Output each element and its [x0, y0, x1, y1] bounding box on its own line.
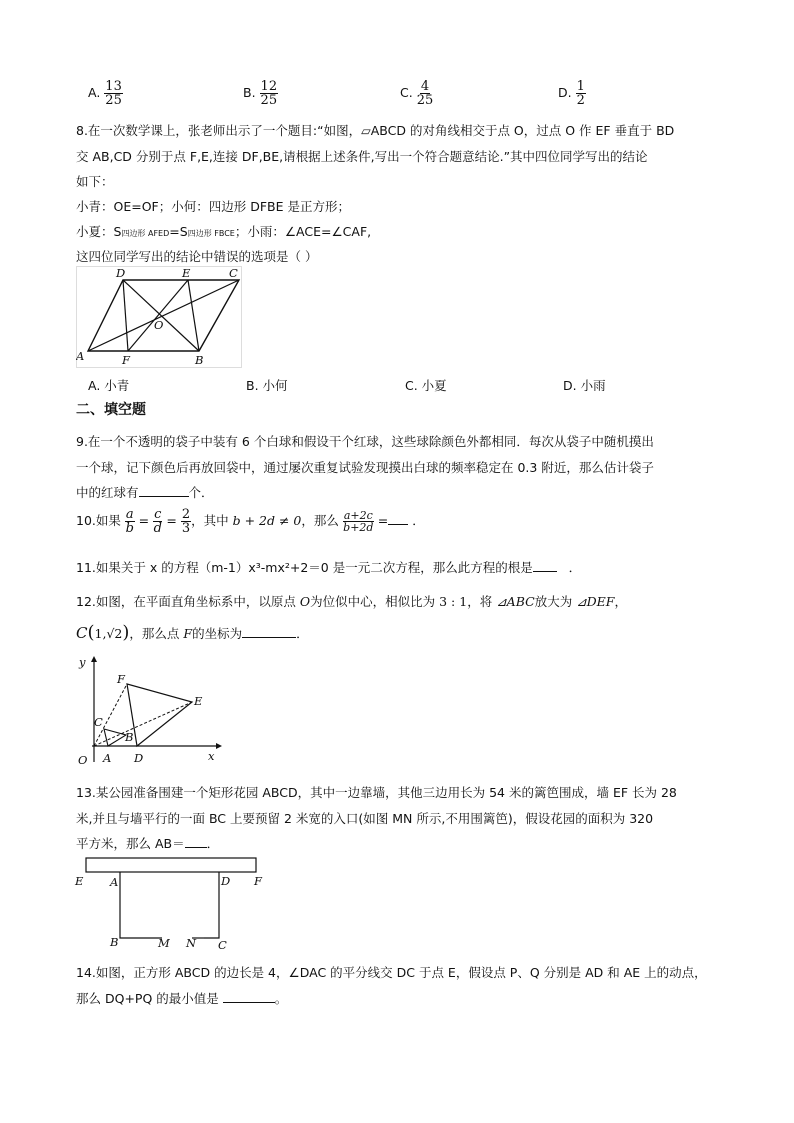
- answer-blank: [388, 512, 408, 525]
- q12-text-line2: C(1,√2)，那么点 F的坐标为 ．: [76, 622, 309, 643]
- label-f: F: [254, 874, 262, 888]
- segment-be: [188, 280, 199, 351]
- q8-option-d: D. 小雨: [563, 378, 606, 393]
- q8-option-c: C. 小夏: [405, 378, 447, 393]
- label-f: F: [122, 353, 130, 367]
- q7-option-d: D. $\frac{1}{2}$: [558, 79, 585, 108]
- label-m: M: [158, 936, 170, 950]
- label-y: y: [79, 655, 86, 669]
- segment-ef: [128, 280, 188, 351]
- q12-text-line1: 12.如图，在平面直角坐标系中，以原点 O为位似中心，相似比为 3 : 1，将 ⊿ABC放大为 ⊿DEF，: [76, 594, 627, 609]
- label-e: E: [182, 266, 191, 280]
- label-b: B: [125, 730, 134, 744]
- q8-option-a: A. 小青: [88, 378, 130, 393]
- dashed-line-oe: [94, 702, 192, 746]
- q8-text-line1: 8.在一次数学课上，张老师出示了一个题目:“如图，▱ABCD 的对角线相交于点 O，过点 O 作 EF 垂直于 BD: [76, 123, 675, 138]
- q8-text-line3: 如下：: [76, 174, 114, 189]
- q14-text-line1: 14.如图，正方形 ABCD 的边长是 4，∠DAC 的平分线交 DC 于点 E，假设点 P、Q 分别是 AD 和 AE 上的动点，: [76, 965, 707, 980]
- answer-blank: [185, 835, 207, 848]
- answer-blank: [533, 559, 557, 572]
- triangle-abc: [104, 729, 126, 746]
- q8-text-line2: 交 AB,CD 分别于点 F,E,连接 DF,BE,请根据上述条件,写出一个符合题意结论.”其中四位同学写出的结论: [76, 149, 648, 164]
- q13-text-line1: 13.某公园准备围建一个矩形花园 ABCD，其中一边靠墙，其他三边用长为 54 米的篱笆围成，墙 EF 长为 28: [76, 785, 677, 800]
- label-f: F: [117, 672, 125, 686]
- label-a: A: [76, 349, 85, 363]
- label-d: D: [221, 874, 231, 888]
- q9-text-line3: 中的红球有 个．: [76, 485, 214, 500]
- label-x: x: [208, 749, 215, 763]
- wall-ef: [86, 858, 256, 872]
- q9-text-line2: 一个球，记下颜色后再放回袋中，通过屡次重复试验发现摸出白球的频率稳定在 0.3 附近，那么估计袋子: [76, 460, 654, 475]
- answer-blank: [139, 484, 189, 497]
- q8-text-line6: 这四位同学写出的结论中错误的选项是（ ）: [76, 249, 318, 264]
- section-heading-fill-in: 二、填空题: [76, 402, 146, 418]
- y-axis-arrow: [91, 656, 97, 662]
- q7-option-b: B. $\frac{12}{25}$: [243, 79, 278, 108]
- q12-coordinate-figure: [74, 654, 224, 769]
- label-o: O: [154, 318, 164, 332]
- label-d: D: [134, 751, 144, 765]
- fence-left: [120, 872, 132, 938]
- label-d: D: [116, 266, 126, 280]
- segment-df: [123, 280, 128, 351]
- q13-text-line3: 平方米，那么 AB＝ ．: [76, 836, 220, 851]
- label-o: O: [78, 753, 88, 767]
- q11-text: 11.如果关于 x 的方程（m-1）x³-mx²+2＝0 是一元二次方程，那么此方程的根是 ．: [76, 560, 582, 575]
- q8-text-line4: 小青：OE=OF；小何：四边形 DFBE 是正方形；: [76, 199, 350, 214]
- label-a: A: [103, 751, 112, 765]
- q8-option-b: B. 小何: [246, 378, 288, 393]
- q13-text-line2: 米,并且与墙平行的一面 BC 上要预留 2 米宽的入口(如图 MN 所示,不用围篱笆)，假设花园的面积为 320: [76, 811, 654, 826]
- diagonal-ac: [88, 280, 239, 351]
- triangle-def: [127, 684, 192, 746]
- q10-text: 10.如果 $\frac{a}{b}$ = $\frac{c}{d}$ = $\frac{2}{3}$ ，其中 b + 2d ≠ 0，那么 $\frac{a+2c}{b+2d}$ = ．: [76, 507, 425, 536]
- label-b: B: [110, 935, 119, 949]
- x-axis-arrow: [216, 743, 222, 749]
- q8-text-line5: 小夏：S四边形 AFED=S四边形 FBCE；小雨：∠ACE=∠CAF,: [76, 224, 372, 239]
- q13-garden-figure: [72, 852, 268, 954]
- label-c: C: [218, 938, 227, 952]
- diagonal-bd: [123, 280, 199, 351]
- q8-parallelogram-figure: [76, 266, 242, 368]
- label-n: N: [186, 936, 197, 950]
- label-a: A: [110, 875, 119, 889]
- q14-text-line2: 那么 DQ+PQ 的最小值是 。: [76, 991, 288, 1006]
- label-c: C: [229, 266, 238, 280]
- answer-blank: [223, 990, 275, 1003]
- q7-option-a: A. $\frac{13}{25}$: [88, 79, 122, 108]
- q7-option-c: C. $\frac{4}{25}$: [400, 79, 434, 108]
- label-e: E: [194, 694, 203, 708]
- label-b: B: [195, 353, 204, 367]
- q9-text-line1: 9.在一个不透明的袋子中装有 6 个白球和假设干个红球，这些球除颜色外都相同．每次从袋子中随机摸出: [76, 434, 654, 449]
- answer-blank: [242, 625, 296, 638]
- fence-right: [204, 872, 219, 938]
- label-e: E: [75, 874, 84, 888]
- label-c: C: [94, 715, 103, 729]
